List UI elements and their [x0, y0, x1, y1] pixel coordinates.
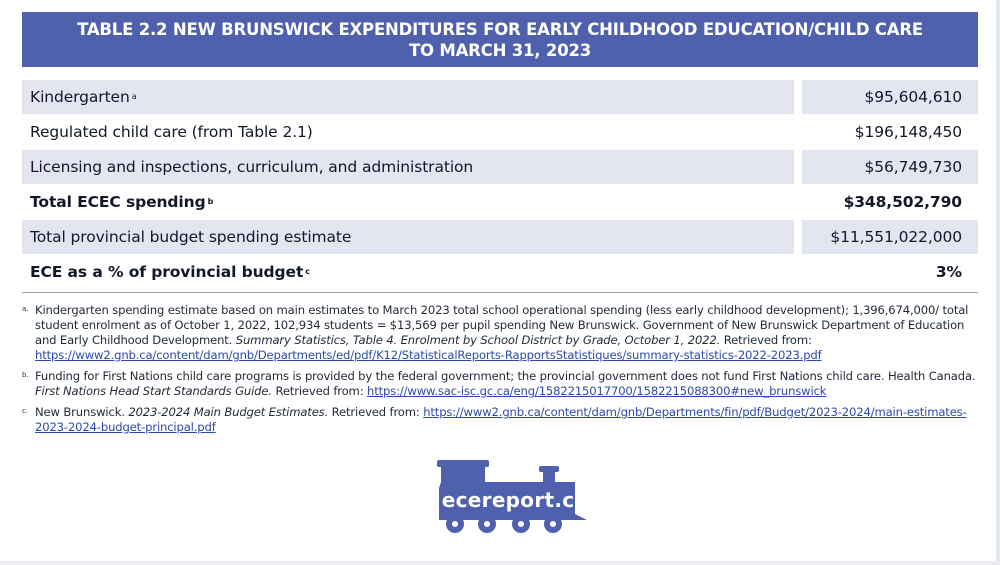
footnote-b: b. Funding for First Nations child care programs is provided by the federal government; the provincial government does not fund First Nations child care. Health Canada. First Nations Head Start Standards Guide. Retrieved from: https://www.sac-isc.gc.ca/eng/1582215017700/1582215088300#new_brunswick: [22, 369, 976, 398]
row-label: Kindergarten a: [22, 80, 794, 114]
table-title-line-2: TO MARCH 31, 2023: [408, 40, 592, 60]
source-link[interactable]: https://www.sac-isc.gc.ca/eng/1582215017700/1582215088300#new_brunswick: [367, 384, 827, 398]
row-label: ECE as a % of provincial budget c: [30, 263, 310, 281]
footnote-mark: c.: [22, 407, 28, 415]
table-row-total-ecec: [22, 185, 978, 219]
row-value: $95,604,610: [802, 80, 978, 114]
row-label: Total provincial budget spending estimate: [22, 220, 794, 254]
logo-text: ecereport.ca: [441, 488, 589, 512]
row-value: 3%: [935, 263, 962, 281]
source-link[interactable]: https://www2.gnb.ca/content/dam/gnb/Departments/fin/pdf/Budget/2023-2024/main-estimates-2023-2024-budget-principal.pdf: [35, 405, 967, 434]
row-value: $11,551,022,000: [802, 220, 978, 254]
row-value: $348,502,790: [843, 193, 962, 211]
table-title-line-1: TABLE 2.2 NEW BRUNSWICK EXPENDITURES FOR EARLY CHILDHOOD EDUCATION/CHILD CARE: [77, 19, 923, 39]
page-bottom-edge: [0, 561, 1000, 565]
table-title-banner: [22, 12, 978, 67]
ecereport-train-logo[interactable]: [435, 458, 595, 536]
footnote-c: c. New Brunswick. 2023-2024 Main Budget Estimates. Retrieved from: https://www2.gnb.ca/content/dam/gnb/Departments/fin/pdf/Budget/2023-2024/main-estimates-2023-2024-budget-principal.pdf: [22, 405, 967, 434]
page-edge: [996, 0, 1000, 565]
notes-divider: [22, 292, 978, 293]
table-row-licensing: [22, 150, 978, 184]
footnote-a: a. Kindergarten spending estimate based on main estimates to March 2023 total school operational spending (less early childhood development); 1,396,674,000/ total student enrolment as of October 1, 2022, 102,934 students = $13,569 per pupil spending New Brunswick. Government of New Brunswick Department of Education and Early Childhood Development. Summary Statistics, Table 4. Enrolment by School District by Grade, October 1, 2022. Retrieved from: https://www2.gnb.ca/content/dam/gnb/Departments/ed/pdf/K12/StatisticalReports-RapportsStatistiques/summary-statistics-2022-2023.pdf: [22, 303, 969, 362]
footnotes: [22, 303, 978, 441]
table-row-regulated-child-care: [22, 115, 978, 149]
source-link[interactable]: https://www2.gnb.ca/content/dam/gnb/Departments/ed/pdf/K12/StatisticalReports-RapportsStatistiques/summary-statistics-2022-2023.pdf: [35, 348, 822, 362]
row-value: $196,148,450: [854, 123, 962, 141]
footnote-mark: b.: [22, 371, 29, 379]
row-label: Licensing and inspections, curriculum, and administration: [22, 150, 794, 184]
row-label: Total ECEC spending b: [30, 193, 214, 211]
footnote-mark: a.: [22, 305, 29, 313]
table-row-kindergarten: [22, 80, 978, 114]
table-row-ece-percent: [22, 255, 978, 289]
row-label: Regulated child care (from Table 2.1): [30, 123, 313, 141]
row-value: $56,749,730: [802, 150, 978, 184]
table-row-provincial-budget: [22, 220, 978, 254]
